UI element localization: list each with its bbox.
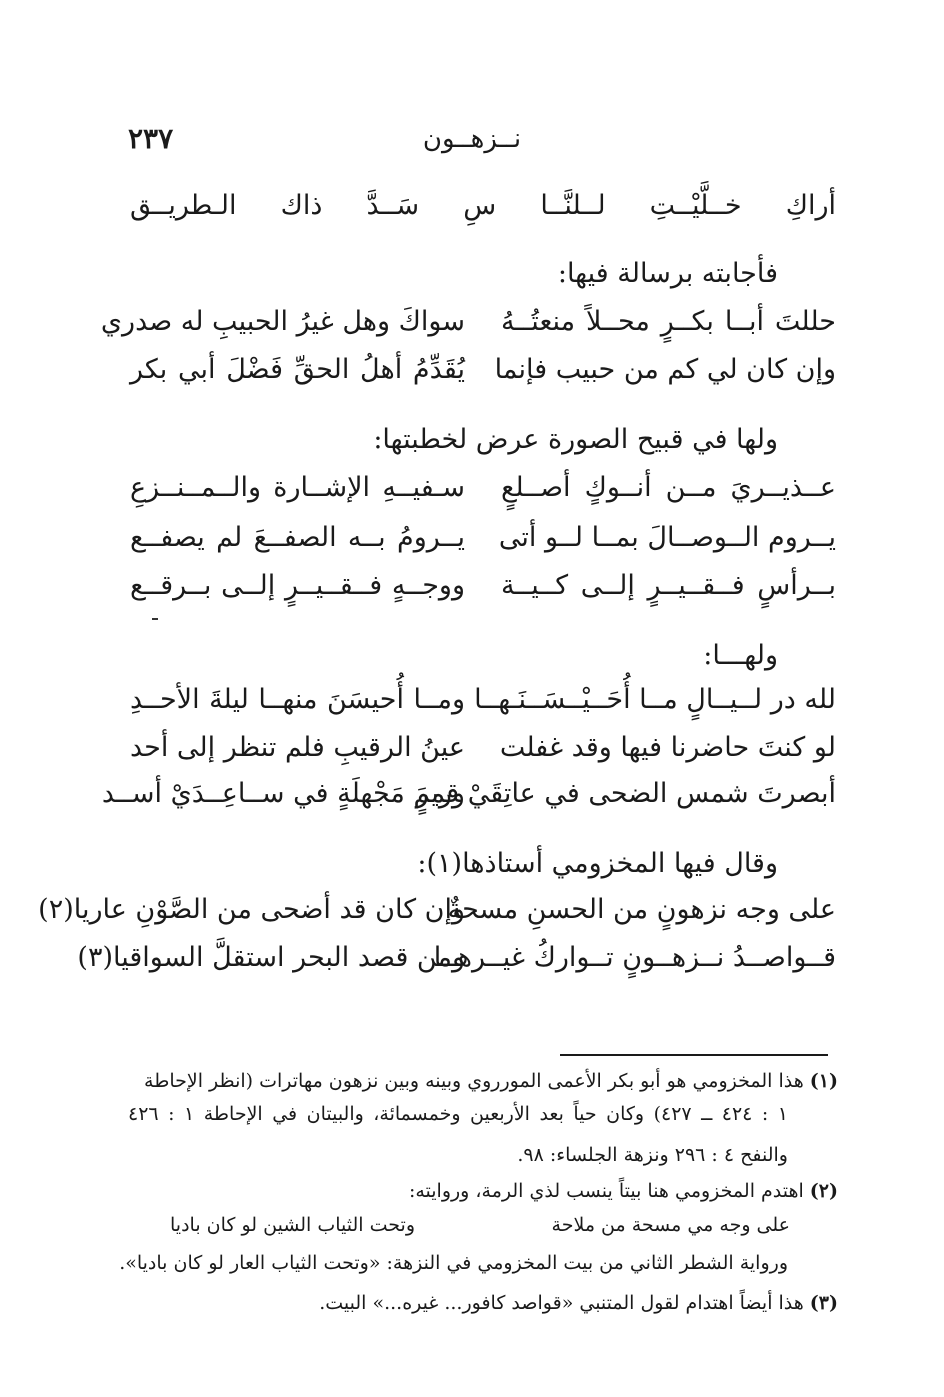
verse xyxy=(130,728,836,768)
hemistich-second: وإن كان قد أضحى من الصَّوْنِ عاريا(٢) xyxy=(38,894,465,925)
hemistich-second: وريمَ مَجْهلَةٍ في ســاعِــدَيْ أســد xyxy=(101,778,465,809)
word: سَــدَّ xyxy=(366,190,420,221)
hemistich-second: سواكَ وهل غيرُ الحبيبِ له صدري xyxy=(100,306,465,337)
hemistich-first: يــروم الــوصــالَ بمــا لــو أتى xyxy=(498,522,836,553)
section-intro: وقال فيها المخزومي أستاذها(١): xyxy=(417,848,778,879)
footnote-number: (١) xyxy=(809,1070,838,1092)
running-header: نــزهــون xyxy=(422,124,522,154)
hemistich-first: وإن كان لي كم من حبيب فإنما xyxy=(494,354,836,385)
footnote-text: هذا أيضاً اهتدام لقول المتنبي «قواصد كافور... غيره...» البيت. xyxy=(319,1292,804,1314)
hemistich-second: ووجــهٍ فــقــيــرٍ إلــى بــرقــع xyxy=(130,570,465,601)
verse xyxy=(38,890,836,930)
verse xyxy=(130,468,836,508)
section-intro: فأجابته برسالة فيها: xyxy=(557,258,778,289)
hemistich-first: قــواصــدُ نــزهــونٍ تــواركُ غيــرهــا xyxy=(433,942,836,973)
hemistich-first: لو كنتَ حاضرنا فيها وقد غفلت xyxy=(499,732,836,763)
stray-mark xyxy=(152,618,158,620)
verse xyxy=(100,302,836,342)
footnote-text: اهتدم المخزومي هنا بيتاً ينسب لذي الرمة، وروايته: xyxy=(408,1180,804,1202)
hemistich-second: يُقَدِّمُ أهلُ الحقِّ فَضْلَ أبي بكر xyxy=(130,354,465,385)
section-intro: ولهـــا: xyxy=(703,640,778,671)
hemistich-first: حللتَ أبــا بكــرٍ محــلاً منعتُــهُ xyxy=(501,306,836,337)
hemistich-second: ومــا أُحيسَنَ منهــا ليلةَ الأحــدِ xyxy=(130,684,465,715)
page-number: ٢٣٧ xyxy=(128,122,174,155)
hemistich-first: بــرأسٍ فــقــيــرٍ إلــى كــيــة xyxy=(501,570,836,601)
word: خــلَّيْــتِ xyxy=(649,190,742,221)
footnote-2-line-3: ورواية الشطر الثاني من بيت المخزومي في النزهة: «وتحت الثياب العار لو كان باديا». xyxy=(119,1252,788,1274)
footnote-3 xyxy=(128,1288,838,1319)
footnote-1-line-3: والنفح ٤ : ٢٩٦ ونزهة الجلساء: ٩٨. xyxy=(517,1144,788,1166)
word: سِ xyxy=(463,190,497,221)
hemistich-first: عــذيــريَ مــن أنــوكٍ أصــلعٍ xyxy=(501,472,836,503)
hemistich-second: يــرومُ بــه الصفــعَ لم يصفــع xyxy=(130,522,465,553)
verse xyxy=(77,938,836,978)
word: ذاك xyxy=(280,190,323,221)
word: لــلنَّــا xyxy=(540,190,606,221)
hemistich-second: سـفيــهِ الإشــارة والــمــنــزعِ xyxy=(130,472,465,503)
hemistich-first: على وجه مي مسحة من ملاحة xyxy=(551,1214,790,1236)
verse xyxy=(101,774,836,814)
footnote-2-verse xyxy=(170,1210,790,1241)
verse-line-continued xyxy=(130,186,836,226)
footnote-number: (٣) xyxy=(809,1292,838,1314)
footnote-divider xyxy=(560,1054,828,1056)
footnote-1-line-2: ١ : ٤٢٤ ــ ٤٢٧) وكان حياً بعد الأربعين وخمسمائة، والبيتان في الإحاطة ١ : ٤٢٦ xyxy=(128,1103,789,1125)
footnote-2 xyxy=(128,1176,838,1207)
hemistich-second: وتحت الثياب الشين لو كان باديا xyxy=(170,1214,416,1236)
verse xyxy=(130,518,836,558)
footnote-number: (٢) xyxy=(809,1180,838,1202)
verse xyxy=(130,566,836,606)
verse xyxy=(130,680,836,720)
hemistich-first: على وجه نزهونٍ من الحسنِ مسحةٌ xyxy=(447,894,836,925)
verse xyxy=(130,350,836,390)
hemistich-second: ومن قصد البحر استقلَّ السواقيا(٣) xyxy=(77,942,465,973)
footnote-text: هذا المخزومي هو أبو بكر الأعمى المورروي وبينه وبين نزهون مهاترات (انظر الإحاطة xyxy=(144,1070,804,1092)
hemistich-first: أبصرتَ شمس الضحى في عاتِقَيْ قمرٍ xyxy=(415,778,836,809)
section-intro: ولها في قبيح الصورة عرض لخطبتها: xyxy=(373,424,778,455)
footnote-1 xyxy=(128,1066,838,1097)
word: أراكِ xyxy=(785,190,836,221)
word: الـطريــق xyxy=(130,190,237,221)
hemistich-second: عينُ الرقيبِ فلم تنظر إلى أحد xyxy=(129,732,465,763)
hemistich-first: لله در لــيــالٍ مــا أُحَــيْــسَــنَـهــا xyxy=(474,684,836,715)
